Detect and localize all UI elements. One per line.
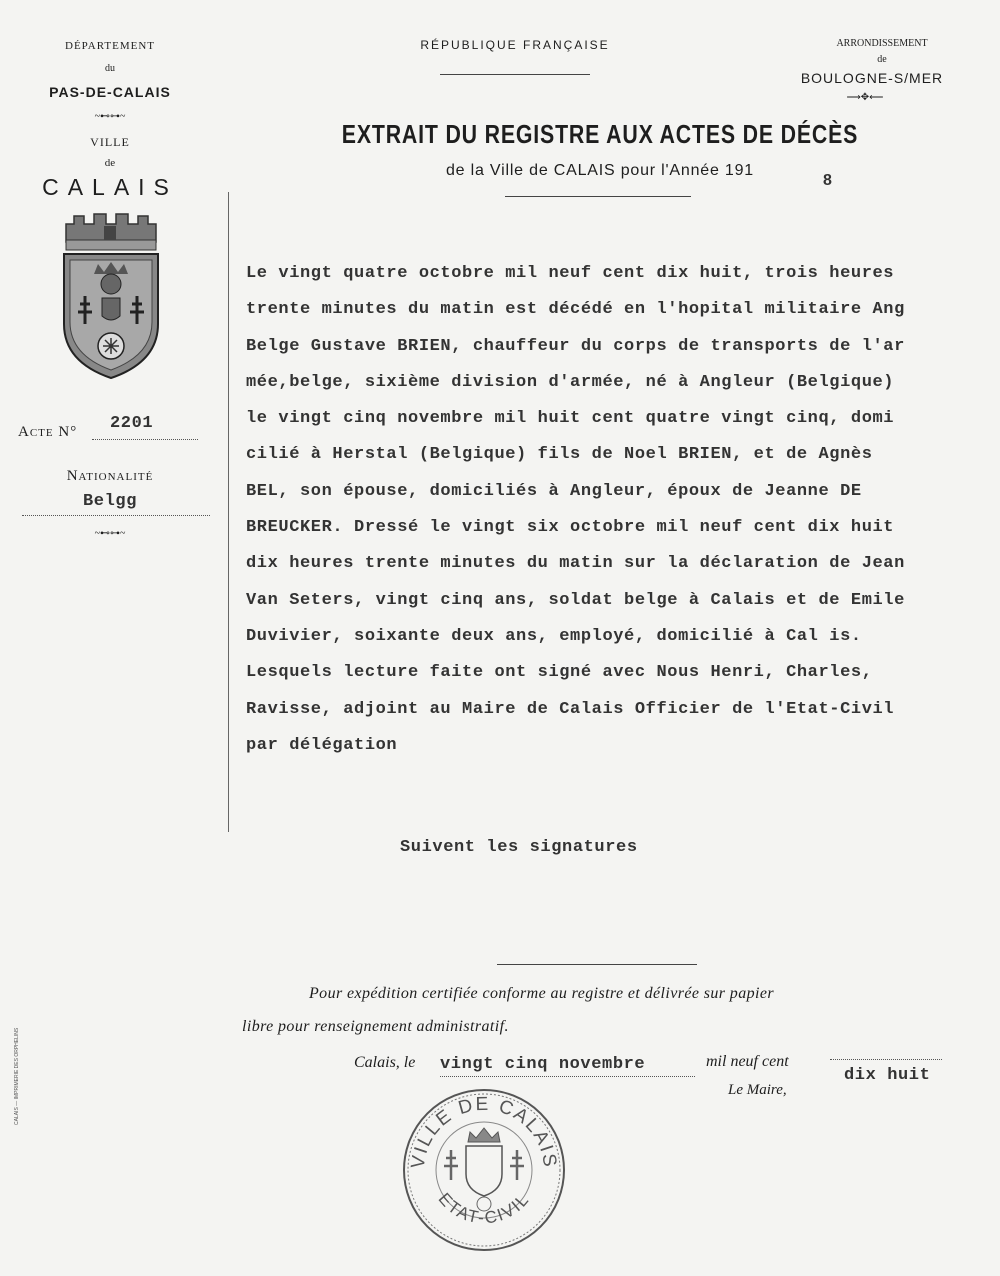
death-record-text <box>246 256 998 764</box>
date-year-line <box>830 1059 942 1060</box>
record-line: mée,belge, sixième division d'armée, né à Angleur (Belgique) <box>246 372 895 392</box>
coat-of-arms-icon <box>58 212 164 382</box>
record-line: Belge Gustave BRIEN, chauffeur du corps de transports de l'ar <box>246 336 905 356</box>
nationalite-value: Belgg <box>82 492 137 511</box>
svg-text:ETAT-CIVIL <box>435 1189 534 1227</box>
date-year: dix huit <box>844 1066 931 1085</box>
de-label: de <box>104 157 116 169</box>
arrondissement-name: BOULOGNE-S/MER <box>800 70 944 86</box>
mil-label: mil neuf cent <box>706 1053 789 1070</box>
place-label: Calais, le <box>354 1054 416 1071</box>
date-day-line <box>440 1076 695 1077</box>
record-line: Van Seters, vingt cinq ans, soldat belge à Calais et de Emile <box>246 590 905 610</box>
certification-line-1: Pour expédition certifiée conforme au registre et délivrée sur papier <box>309 985 774 1002</box>
seal-top-text: VILLE DE CALAIS <box>407 1093 561 1170</box>
nationalite-label: Nationalité <box>66 468 154 484</box>
ornament-divider: ~⊷⊶~ <box>94 528 126 539</box>
record-line: cilié à Herstal (Belgique) fils de Noel BRIEN, et de Agnès <box>246 445 873 465</box>
acte-label: Acte N° <box>18 424 78 440</box>
certification-line-2: libre pour renseignement administratif. <box>242 1018 509 1035</box>
signatures-note: Suivent les signatures <box>400 838 638 857</box>
record-line: BEL, son épouse, domiciliés à Angleur, époux de Jeanne DE <box>246 481 862 501</box>
department-label: DÉPARTEMENT <box>65 40 155 52</box>
title-rule <box>505 196 691 197</box>
left-column <box>0 0 228 1276</box>
acte-number: 2201 <box>110 414 154 433</box>
record-line: BREUCKER. Dressé le vingt six octobre mil neuf cent dix huit <box>246 518 895 538</box>
record-line: par délégation <box>246 735 398 755</box>
vertical-rule <box>228 192 229 832</box>
document-subtitle: de la Ville de CALAIS pour l'Année 191 <box>445 162 755 179</box>
mayor-label: Le Maire, <box>728 1082 787 1098</box>
date-day: vingt cinq novembre <box>440 1055 646 1074</box>
ornament-divider: ⟶✥⟵ <box>846 92 884 103</box>
city-seal-stamp <box>400 1086 568 1254</box>
printer-imprint: CALAIS — IMPRIMERIE DES ORPHELINS <box>14 1027 20 1125</box>
arrondissement-de: de <box>877 54 887 65</box>
ornament-divider: ~⊷⊶~ <box>94 111 126 122</box>
department-name: PAS-DE-CALAIS <box>49 84 171 100</box>
ville-label: VILLE <box>90 135 130 149</box>
footer-rule <box>497 964 697 965</box>
document-title: EXTRAIT DU REGISTRE AUX ACTES DE DÉCÈS <box>341 119 859 149</box>
arrondissement-label: ARRONDISSEMENT <box>836 38 928 49</box>
republic-heading: RÉPUBLIQUE FRANÇAISE <box>420 38 610 52</box>
record-line: dix heures trente minutes du matin sur la déclaration de Jean <box>246 554 905 574</box>
acte-dotted-line <box>92 439 198 440</box>
republic-rule <box>440 74 590 75</box>
city-name: CALAIS <box>42 174 178 200</box>
seal-bottom-text: ETAT-CIVIL <box>434 1189 534 1228</box>
du-label: du <box>105 63 115 74</box>
record-line: trente minutes du matin est décédé en l'hopital militaire Ang <box>246 300 905 320</box>
year-digit: 8 <box>823 172 833 189</box>
record-line: Ravisse, adjoint au Maire de Calais Officier de l'Etat-Civil <box>246 699 895 719</box>
record-line: Duvivier, soixante deux ans, employé, domicilié à Cal is. <box>246 626 862 646</box>
nationalite-dotted-line <box>22 515 210 516</box>
record-line: Le vingt quatre octobre mil neuf cent dix huit, trois heures <box>246 264 895 283</box>
record-line: Lesquels lecture faite ont signé avec Nous Henri, Charles, <box>246 663 873 683</box>
record-line: le vingt cinq novembre mil huit cent quatre vingt cinq, domi <box>246 409 895 429</box>
